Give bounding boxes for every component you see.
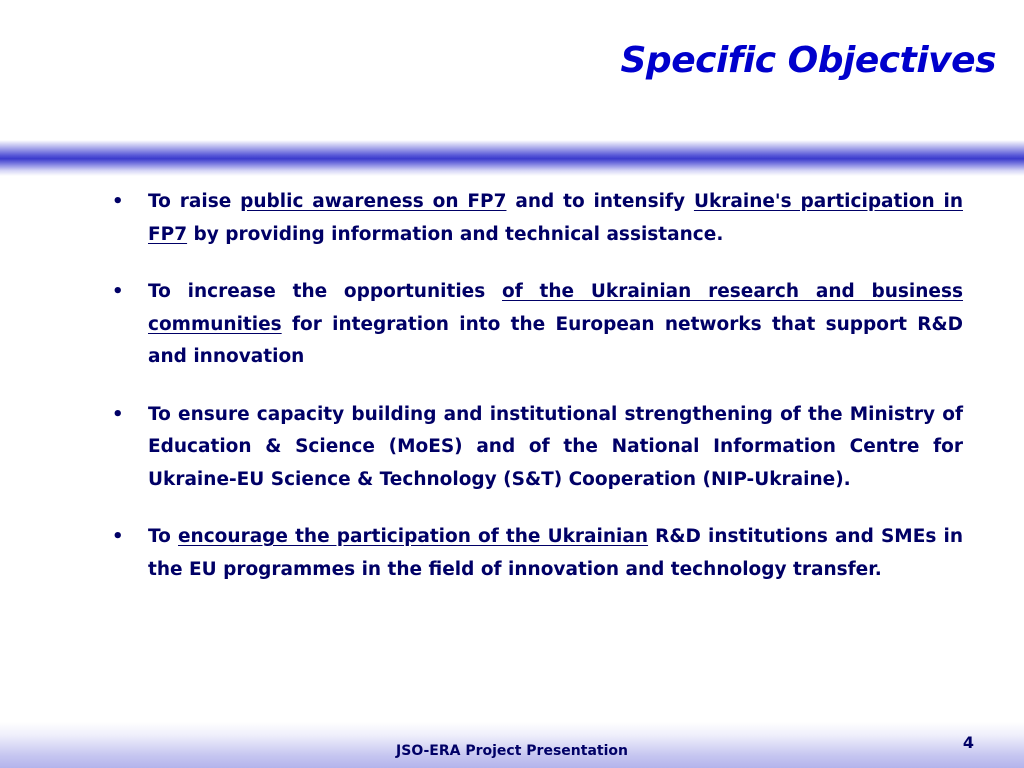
objective-text: To encourage the participation of the Ukrainian R&D institutions and SMEs in the EU programmes in the field of innovation and technology transfer. <box>148 526 963 580</box>
objective-item-public-awareness <box>112 186 963 251</box>
title-divider-band <box>0 140 1024 176</box>
objectives-list <box>112 186 963 611</box>
footer-title: JSO-ERA Project Presentation <box>396 743 628 759</box>
underlined-phrase: Ukraine's participation in FP7 <box>148 191 963 245</box>
underlined-phrase: of the Ukrainian research and business communities <box>148 281 964 335</box>
slide-title: Specific Objectives <box>620 40 996 81</box>
objective-text: To increase the opportunities of the Ukrainian research and business communities for integration into the European networks that support R&D and innovation <box>148 281 964 367</box>
bullet-icon: • <box>112 191 124 212</box>
objective-item-opportunities <box>112 276 963 374</box>
objective-text: To ensure capacity building and institutional strengthening of the Ministry of Education & Science (MoES) and of the National Information Centre for Ukraine-EU Science & Technology (S&T) Cooperation (NIP-Ukraine). <box>148 403 963 490</box>
bullet-icon: • <box>112 403 124 425</box>
bullet-icon: • <box>112 281 124 302</box>
objective-item-participation <box>112 521 963 586</box>
underlined-phrase: encourage the participation of the Ukrainian <box>178 526 649 547</box>
objective-text: To raise public awareness on FP7 and to intensify Ukraine's participation in FP7 by providing information and technical assistance. <box>148 191 963 245</box>
objective-item-capacity-building <box>112 399 963 497</box>
page-number: 4 <box>962 733 974 752</box>
bullet-icon: • <box>112 526 124 547</box>
underlined-phrase: public awareness on FP7 <box>240 191 507 212</box>
